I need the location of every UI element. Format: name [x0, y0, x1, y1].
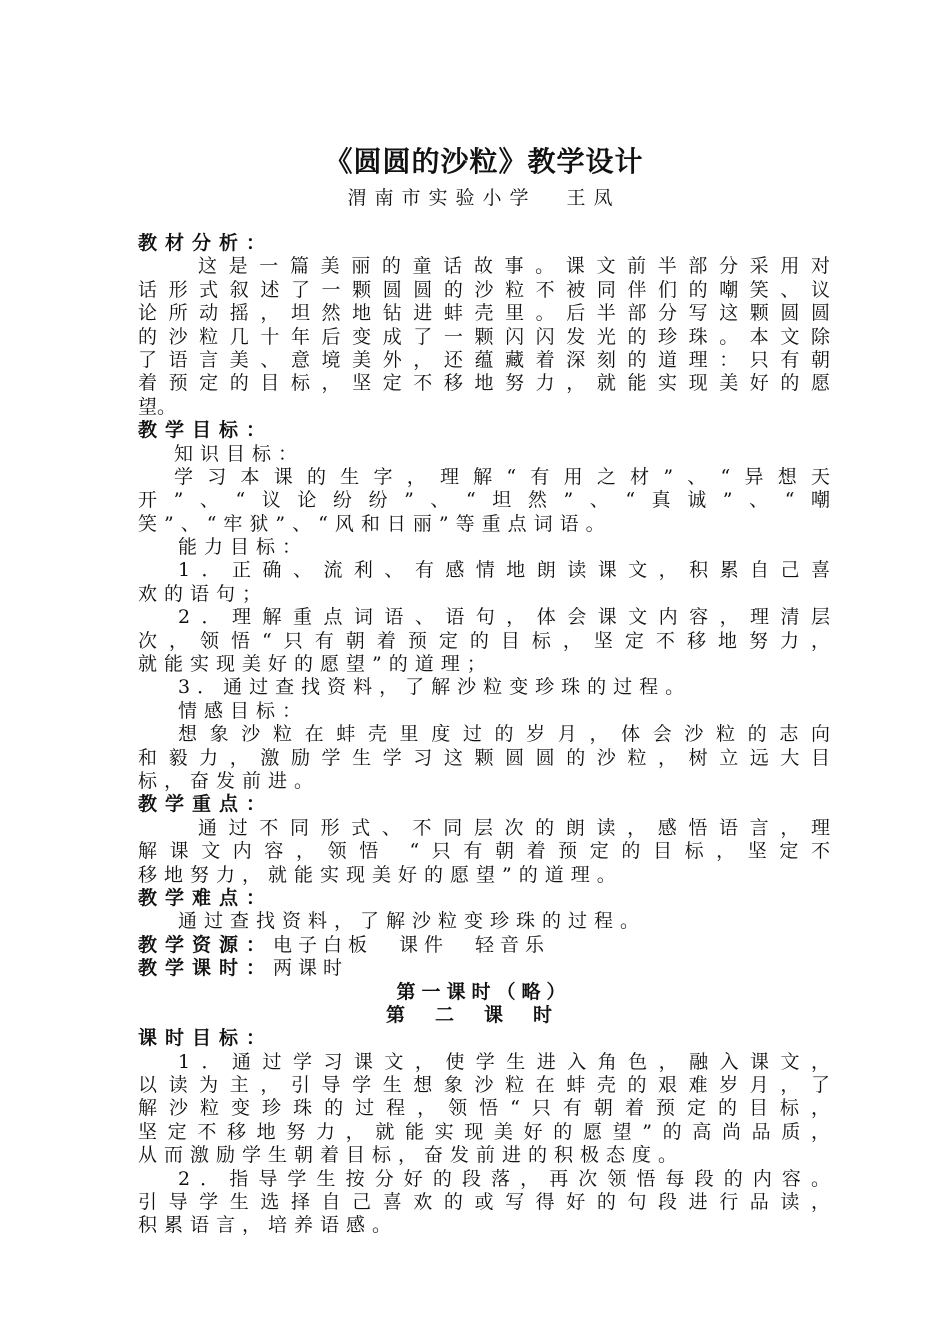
school-name: 渭南市实验小学	[347, 187, 537, 209]
section-heading-key-points: 教学重点：	[138, 793, 274, 816]
paragraph-line: 望。	[138, 395, 177, 418]
resource-item: 课件	[399, 933, 450, 956]
paragraph-line: 坚定不移地努力，就能实现美好的愿望”的高尚品质，	[138, 1120, 830, 1143]
paragraph-line: 论所动摇，坦然地钻进蚌壳里。后半部分写这颗圆圆	[138, 302, 830, 325]
subheading-ability: 能力目标：	[178, 536, 309, 559]
resources-label: 教学资源：	[138, 933, 274, 956]
paragraph-line: 引导学生选择自己喜欢的或写得好的句段进行品读，	[138, 1191, 830, 1214]
paragraph-line: 从而激励学生朝着目标，奋发前进的积极态度。	[138, 1144, 685, 1167]
paragraph-line: 这是一篇美丽的童话故事。课文前半部分采用对	[198, 255, 830, 278]
paragraph-line: 了语言美、意境美外，还蕴藏着深刻的道理：只有朝	[138, 348, 830, 371]
paragraph-line: 想象沙粒在蚌壳里度过的岁月，体会沙粒的志向	[178, 723, 830, 746]
resource-item: 轻音乐	[475, 933, 551, 956]
paragraph-line: 的沙粒几十年后变成了一颗闪闪发光的珍珠。本文除	[138, 325, 830, 348]
hours-row	[138, 957, 830, 980]
author-name: 王凤	[566, 187, 621, 209]
paragraph-line: 2．理解重点词语、语句，体会课文内容，理清层	[178, 606, 830, 629]
section-heading-difficulty: 教学难点：	[138, 886, 274, 909]
lesson-one-title: 第一课时（略）	[396, 980, 572, 1003]
page-title: 《圆圆的沙粒》教学设计	[324, 145, 644, 178]
paragraph-line: 1．通过学习课文，使学生进入角色，融入课文，	[178, 1050, 830, 1073]
paragraph-line: 移地努力，就能实现美好的愿望”的道理。	[138, 863, 623, 886]
section-heading-analysis: 教材分析：	[138, 232, 274, 254]
document-body	[138, 232, 830, 1238]
paragraph-line: 以读为主，引导学生想象沙粒在蚌壳的艰难岁月，了	[138, 1074, 830, 1097]
paragraph-line: 通过不同形式、不同层次的朗读，感悟语言，理	[198, 816, 830, 839]
paragraph-line: 标，奋发前进。	[138, 769, 321, 792]
paragraph-line: 学习本课的生字，理解“有用之材”、“异想天	[174, 465, 830, 488]
paragraph-line: 次，领悟“只有朝着预定的目标，坚定不移地努力，	[138, 629, 830, 652]
paragraph-line: 就能实现美好的愿望”的道理；	[138, 653, 493, 676]
paragraph-line: 解沙粒变珍珠的过程，领悟“只有朝着预定的目标，	[138, 1097, 830, 1120]
resource-item: 电子白板	[273, 933, 374, 956]
paragraph-line: 笑”、“牢狱”、“风和日丽”等重点词语。	[138, 512, 612, 535]
paragraph-line: 积累语言，培养语感。	[138, 1214, 399, 1237]
subheading-emotion: 情感目标：	[178, 699, 309, 722]
lesson-two-title: 第二课时	[385, 1003, 582, 1026]
paragraph-line: 2．指导学生按分好的段落，再次领悟每段的内容。	[178, 1167, 830, 1190]
hours-label: 教学课时：	[138, 957, 274, 980]
paragraph-line: 和毅力，激励学生学习这颗圆圆的沙粒，树立远大目	[138, 746, 830, 769]
subheading-knowledge: 知识目标：	[174, 442, 305, 465]
resources-row	[138, 934, 830, 957]
paragraph-line: 通过查找资料，了解沙粒变珍珠的过程。	[178, 910, 647, 933]
paragraph-line: 解课文内容，领悟 “只有朝着预定的目标，坚定不	[138, 840, 830, 863]
byline	[138, 183, 830, 210]
paragraph-line: 话形式叙述了一颗圆圆的沙粒不被同伴们的嘲笑、议	[138, 278, 830, 301]
hours-value: 两课时	[273, 957, 349, 980]
paragraph-line: 欢的语句；	[138, 582, 269, 605]
paragraph-line: 着预定的目标，坚定不移地努力，就能实现美好的愿	[138, 372, 830, 395]
section-heading-goals: 教学目标：	[138, 419, 274, 442]
paragraph-line: 开”、“议论纷纷”、“坦然”、“真诚”、“嘲	[138, 489, 830, 512]
paragraph-line: 1．正确、流利、有感情地朗读课文，积累自己喜	[178, 559, 830, 582]
paragraph-line: 3．通过查找资料，了解沙粒变珍珠的过程。	[178, 676, 692, 699]
section-heading-lesson-goals: 课时目标：	[138, 1027, 274, 1050]
